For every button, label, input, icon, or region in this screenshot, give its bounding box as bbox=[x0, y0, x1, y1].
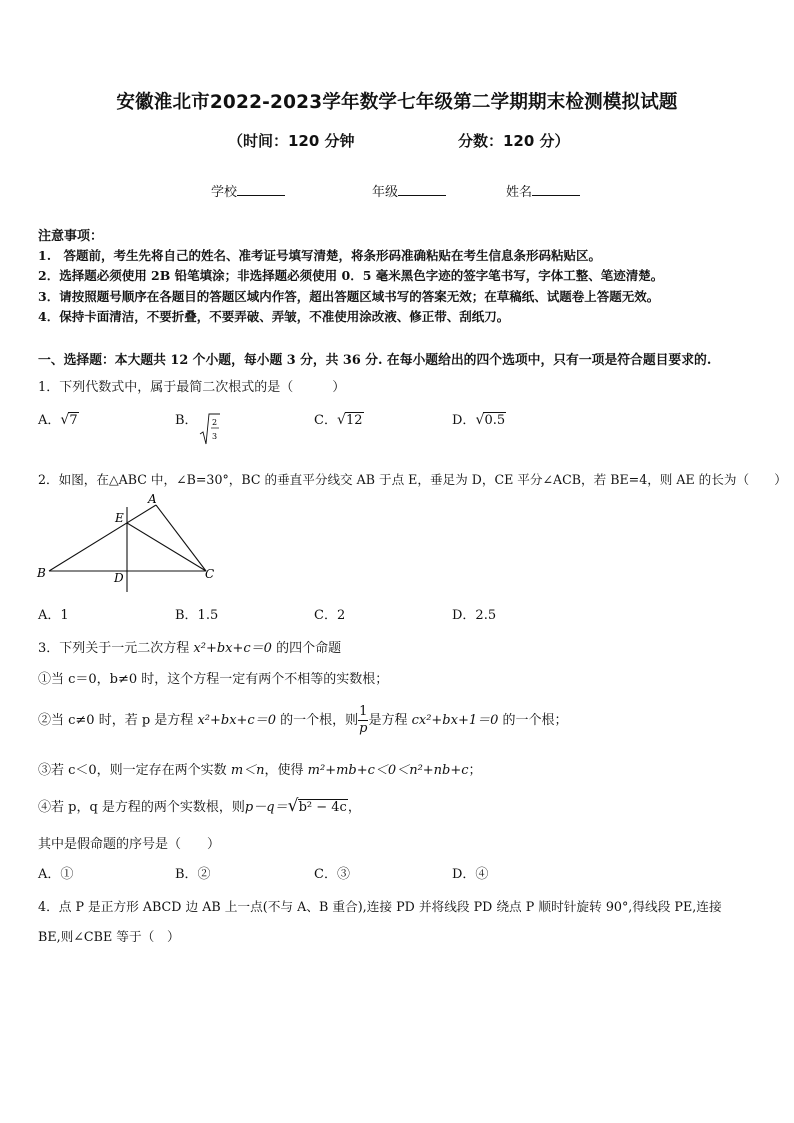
q3-option-a: A．① bbox=[38, 867, 74, 882]
q1-option-b-sqrt-fraction bbox=[199, 412, 221, 450]
q1-option-d bbox=[452, 409, 506, 428]
triangle-figure bbox=[34, 491, 216, 597]
name-field bbox=[506, 181, 580, 200]
school-field bbox=[211, 181, 285, 200]
fraction-numerator: 1 bbox=[359, 704, 368, 719]
name-blank bbox=[532, 183, 580, 196]
proposition-2 bbox=[38, 704, 568, 737]
prop-text: ； bbox=[468, 763, 482, 778]
prop-text: 的一个根，则 bbox=[275, 713, 359, 728]
prop-text: 是方程 bbox=[368, 713, 412, 728]
option-label: B． bbox=[175, 413, 198, 428]
note-item: 1. 答题前，考生先将自己的姓名、准考证号填写清楚，将条形码准确粘贴在考生信息条形码粘贴区。 bbox=[38, 248, 602, 263]
fraction-1-over-p bbox=[358, 704, 368, 737]
radicand: 0.5 bbox=[484, 413, 506, 428]
triangle-diagram bbox=[34, 491, 216, 593]
inequality: m²+mb+c＜0＜n²+nb+c bbox=[307, 763, 469, 778]
school-blank bbox=[237, 183, 285, 196]
equation: cx²+bx+1＝0 bbox=[411, 713, 499, 728]
q2-option-a: A．1 bbox=[38, 608, 69, 623]
point-label-b: B bbox=[37, 566, 46, 580]
prop-text: ④若 p，q 是方程的两个实数根，则 bbox=[38, 800, 245, 815]
option-label: D． bbox=[452, 413, 476, 428]
section-heading: 一、选择题：本大题共 12 个小题，每小题 3 分，共 36 分. 在每小题给出的四个选项中，只有一项是符合题目要求的. bbox=[38, 353, 712, 368]
prop-text: ③若 c＜0，则一定存在两个实数 bbox=[38, 763, 231, 778]
proposition-4 bbox=[38, 796, 361, 815]
fraction-numerator: 2 bbox=[212, 418, 218, 427]
q2-option-c: C．2 bbox=[314, 608, 346, 623]
question-4-line-2: BE,则∠CBE 等于（ ） bbox=[38, 929, 180, 944]
prop-text: 的一个根； bbox=[498, 713, 568, 728]
prop-text: ，使得 bbox=[264, 763, 308, 778]
fraction-denominator: p bbox=[359, 721, 368, 736]
radicand: 7 bbox=[69, 413, 78, 428]
grade-blank bbox=[398, 183, 446, 196]
q3-option-c: C．③ bbox=[314, 867, 350, 882]
inequality: m＜n bbox=[230, 763, 265, 778]
point-label-c: C bbox=[205, 567, 215, 581]
sqrt-expression: √ 7 bbox=[60, 412, 78, 428]
exam-score: 分数：120 分） bbox=[458, 132, 570, 150]
point-label-a: A bbox=[148, 492, 157, 506]
question-3-ask: 其中是假命题的序号是（ ） bbox=[38, 837, 221, 852]
radicand: 12 bbox=[345, 413, 363, 428]
q3-option-d: D．④ bbox=[452, 867, 489, 882]
option-label: A． bbox=[38, 413, 61, 428]
prop-text: ②当 c≠0 时，若 p 是方程 bbox=[38, 713, 198, 728]
page-title: 安徽淮北市2022-2023学年数学七年级第二学期期末检测模拟试题 bbox=[116, 92, 678, 113]
grade-label: 年级 bbox=[372, 185, 399, 200]
question-4-line-1: 4．点 P 是正方形 ABCD 边 AB 上一点(不与 A、B 重合),连接 PD 并将线段 PD 绕点 P 顺时针旋转 90°,得线段 PE,连接 bbox=[38, 899, 722, 914]
question-3-stem bbox=[38, 637, 341, 656]
sqrt-expression: √ b² − 4c bbox=[287, 796, 347, 816]
school-label: 学校 bbox=[211, 185, 238, 200]
q2-option-b: B．1.5 bbox=[175, 608, 219, 623]
option-label: C． bbox=[314, 413, 337, 428]
q1-option-a bbox=[38, 409, 79, 428]
note-item: 2．选择题必须使用 2B 铅笔填涂；非选择题必须使用 0．5 毫米黑色字迹的签字笔书写，字体工整、笔迹清楚。 bbox=[38, 268, 664, 283]
point-label-e: E bbox=[115, 511, 124, 525]
radicand: b² − 4c bbox=[298, 800, 347, 815]
exam-time: （时间：120 分钟 bbox=[228, 132, 355, 150]
equation: p－q＝ bbox=[244, 800, 288, 815]
question-2-stem: 2．如图，在△ABC 中，∠B=30°，BC 的垂直平分线交 AB 于点 E，垂足为 D，CE 平分∠ACB，若 BE=4，则 AE 的长为（ ） bbox=[38, 472, 787, 487]
prop-text: ， bbox=[347, 800, 361, 815]
note-item: 3．请按照题号顺序在各题目的答题区域内作答，超出答题区域书写的答案无效；在草稿纸、试题卷上答题无效。 bbox=[38, 289, 660, 304]
stem-text: 的四个命题 bbox=[271, 641, 342, 656]
proposition-1: ①当 c＝0，b≠0 时，这个方程一定有两个不相等的实数根； bbox=[38, 672, 389, 687]
sqrt-expression: √ 12 bbox=[336, 412, 363, 428]
notes-heading: 注意事项： bbox=[38, 229, 104, 244]
point-label-d: D bbox=[114, 571, 124, 585]
question-1-stem: 1．下列代数式中，属于最简二次根式的是（ ） bbox=[38, 380, 346, 395]
q1-option-b bbox=[175, 409, 198, 428]
proposition-3 bbox=[38, 759, 482, 778]
q1-option-c bbox=[314, 409, 364, 428]
grade-field bbox=[372, 181, 446, 200]
fraction-denominator: 3 bbox=[212, 432, 218, 441]
q2-option-d: D．2.5 bbox=[452, 608, 497, 623]
note-item: 4．保持卡面清洁，不要折叠，不要弄破、弄皱，不准使用涂改液、修正带、刮纸刀。 bbox=[38, 309, 510, 324]
equation: x²+bx+c＝0 bbox=[193, 641, 272, 656]
stem-text: 3．下列关于一元二次方程 bbox=[38, 641, 194, 656]
sqrt-expression: √ 0.5 bbox=[475, 412, 506, 428]
sqrt-fraction-svg bbox=[199, 412, 221, 446]
name-label: 姓名 bbox=[506, 185, 533, 200]
q3-option-b: B．② bbox=[175, 867, 211, 882]
equation: x²+bx+c＝0 bbox=[197, 713, 276, 728]
